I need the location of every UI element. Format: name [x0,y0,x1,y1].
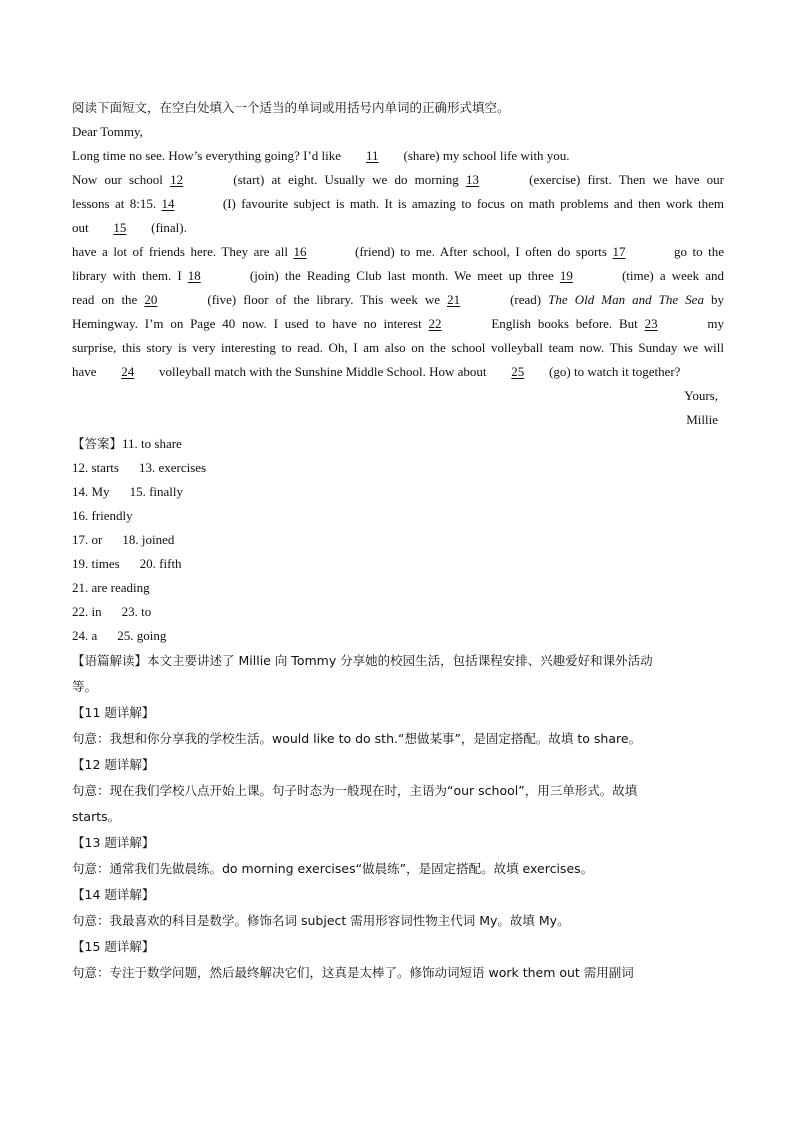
answer-line-6: 19. times 20. fifth [72,556,182,571]
letter-line-6: library with them. I 18 (join) the Reading Club last month. We meet up three 19 (time) a week and [72,264,724,288]
q14-header: 【14 题详解】 [72,887,155,902]
letter-line-10: have 24 volleyball match with the Sunshine Middle School. How about 25 (go) to watch it together? [72,360,724,384]
summary-header: 【语篇解读】 [72,653,148,668]
summary-line-2: 等。 [72,679,98,694]
blank-24: 24 [121,364,135,379]
answer-line-8: 22. in 23. to [72,604,152,619]
q14-explanation: 句意：我最喜欢的科目是数学。修饰名词 subject 需用形容词性物主代词 My。故填 My。 [72,913,570,928]
q11-explanation: 句意：我想和你分享我的学校生活。would like to do sth.“想做某事”，是固定搭配。故填 to share。 [72,731,642,746]
blank-20: 20 [144,292,158,307]
q13-explanation: 句意：通常我们先做晨练。do morning exercises“做晨练”，是固定搭配。故填 exercises。 [72,861,594,876]
blank-18: 18 [187,268,201,283]
blank-13: 13 [465,172,479,187]
letter-signature: Millie [686,412,718,427]
letter-line-8: Hemingway. I’m on Page 40 now. I used to have no interest 22 English books before. But 23 my [72,312,724,336]
blank-19: 19 [559,268,573,283]
blank-12: 12 [170,172,184,187]
summary-line-1: 【语篇解读】本文主要讲述了 Millie 向 Tommy 分享她的校园生活，包括课程安排、兴趣爱好和课外活动 [72,653,653,668]
blank-14: 14 [161,196,175,211]
blank-21: 21 [447,292,461,307]
letter-line-7: read on the 20 (five) floor of the library. This week we 21 (read) The Old Man and The Sea by [72,288,724,312]
q12-explanation-2: starts。 [72,809,121,824]
document-page [72,96,724,986]
blank-15: 15 [113,220,127,235]
q15-header: 【15 题详解】 [72,939,155,954]
q11-header: 【11 题详解】 [72,705,155,720]
blank-23: 23 [644,316,658,331]
blank-17: 17 [612,244,626,259]
analysis-section [72,648,724,986]
blank-16: 16 [293,244,307,259]
letter-line-1: Long time no see. How’s everything going? I’d like 11 (share) my school life with you. [72,144,724,168]
letter-line-2: Now our school 12 (start) at eight. Usually we do morning 13 (exercise) first. Then we have our [72,168,724,192]
letter-line-3: lessons at 8:15. 14 (I) favourite subject is math. It is amazing to focus on math problems and then work them [72,192,724,216]
book-title: The Old Man and The Sea [548,292,704,307]
answer-line-7: 21. are reading [72,580,150,595]
q12-explanation-1: 句意：现在我们学校八点开始上课。句子时态为一般现在时，主语为“our school”，用三单形式。故填 [72,783,638,798]
letter-greeting: Dear Tommy, [72,124,143,139]
letter-line-9: surprise, this story is very interesting to read. Oh, I am also on the school volleyball team now. This Sunday we will [72,340,724,355]
q13-header: 【13 题详解】 [72,835,155,850]
letter-closing: Yours, [684,388,718,403]
answer-header: 【答案】 [72,436,123,451]
answer-line-3: 14. My 15. finally [72,484,183,499]
q15-explanation: 句意：专注于数学问题，然后最终解决它们，这真是太棒了。修饰动词短语 work them out 需用副词 [72,965,634,980]
blank-25: 25 [511,364,525,379]
letter-line-4: out 15 (final). [72,216,724,240]
instruction: 阅读下面短文，在空白处填入一个适当的单词或用括号内单词的正确形式填空。 [72,100,510,115]
answer-line-9: 24. a 25. going [72,628,167,643]
answer-line-1: 【答案】11. to share [72,436,182,451]
blank-22: 22 [428,316,442,331]
letter-line-5: have a lot of friends here. They are all 16 (friend) to me. After school, I often do sports 17 go to the [72,240,724,264]
answer-line-4: 16. friendly [72,508,133,523]
blank-11: 11 [365,148,379,163]
q12-header: 【12 题详解】 [72,757,155,772]
answer-line-2: 12. starts 13. exercises [72,460,207,475]
answer-line-5: 17. or 18. joined [72,532,175,547]
